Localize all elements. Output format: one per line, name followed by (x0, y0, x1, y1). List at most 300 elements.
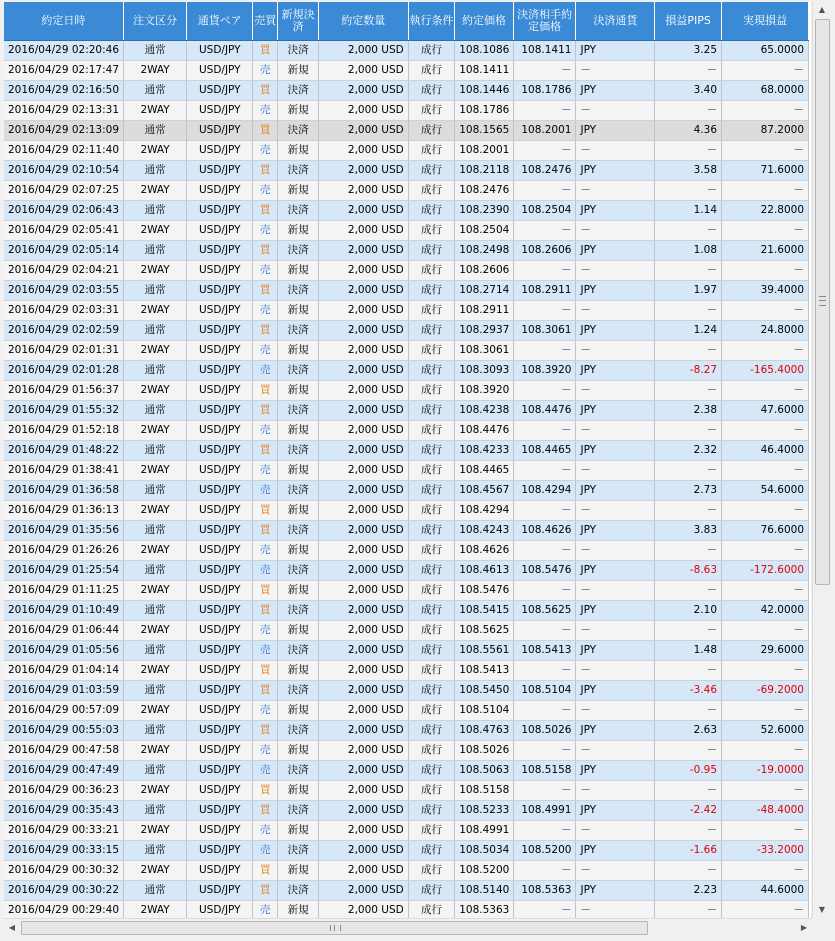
cell-order-type: 通常 (123, 881, 187, 901)
cell-quantity: 2,000 USD (318, 621, 408, 641)
table-row[interactable] (4, 881, 809, 901)
cell-order-type: 2WAY (123, 181, 187, 201)
cell-counter-price: 108.2504 (513, 201, 576, 221)
cell-realized-pl: － (722, 541, 809, 561)
cell-price: 108.5561 (455, 641, 514, 661)
cell-date: 2016/04/29 02:07:25 (4, 181, 123, 201)
cell-side: 買 (253, 441, 278, 461)
table-row[interactable] (4, 841, 809, 861)
cell-pips: － (655, 421, 722, 441)
cell-price: 108.1565 (455, 121, 514, 141)
cell-open-close: 決済 (278, 281, 318, 301)
cell-settle-ccy: － (576, 181, 655, 201)
cell-exec-condition: 成行 (408, 741, 454, 761)
cell-open-close: 決済 (278, 801, 318, 821)
cell-open-close: 決済 (278, 601, 318, 621)
cell-price: 108.2937 (455, 321, 514, 341)
cell-date: 2016/04/29 01:52:18 (4, 421, 123, 441)
table-row[interactable] (4, 141, 809, 161)
col-header-settle-ccy[interactable]: 決済通貨 (576, 2, 655, 41)
cell-pips: － (655, 901, 722, 919)
cell-price: 108.4243 (455, 521, 514, 541)
cell-exec-condition: 成行 (408, 221, 454, 241)
cell-price: 108.5413 (455, 661, 514, 681)
table-row[interactable] (4, 821, 809, 841)
horizontal-scroll-thumb[interactable] (21, 921, 648, 935)
cell-realized-pl: 46.4000 (722, 441, 809, 461)
cell-settle-ccy: － (576, 741, 655, 761)
table-row[interactable] (4, 761, 809, 781)
cell-exec-condition: 成行 (408, 361, 454, 381)
cell-realized-pl: － (722, 581, 809, 601)
cell-price: 108.5063 (455, 761, 514, 781)
cell-exec-condition: 成行 (408, 681, 454, 701)
cell-exec-condition: 成行 (408, 521, 454, 541)
cell-open-close: 新規 (278, 461, 318, 481)
cell-side: 売 (253, 101, 278, 121)
cell-realized-pl: － (722, 261, 809, 281)
cell-date: 2016/04/29 02:10:54 (4, 161, 123, 181)
cell-counter-price: － (513, 781, 576, 801)
cell-settle-ccy: － (576, 581, 655, 601)
cell-date: 2016/04/29 00:30:32 (4, 861, 123, 881)
cell-pips: 2.32 (655, 441, 722, 461)
cell-settle-ccy: JPY (576, 281, 655, 301)
cell-side: 買 (253, 501, 278, 521)
cell-counter-price: － (513, 741, 576, 761)
cell-settle-ccy: － (576, 461, 655, 481)
cell-exec-condition: 成行 (408, 901, 454, 919)
table-row[interactable] (4, 701, 809, 721)
cell-date: 2016/04/29 02:02:59 (4, 321, 123, 341)
cell-price: 108.2714 (455, 281, 514, 301)
col-header-pair[interactable]: 通貨ペア (187, 2, 253, 41)
cell-date: 2016/04/29 01:35:56 (4, 521, 123, 541)
table-row[interactable] (4, 281, 809, 301)
table-row[interactable] (4, 681, 809, 701)
cell-exec-condition: 成行 (408, 381, 454, 401)
cell-exec-condition: 成行 (408, 841, 454, 861)
cell-exec-condition: 成行 (408, 661, 454, 681)
cell-order-type: 2WAY (123, 261, 187, 281)
cell-pair: USD/JPY (187, 121, 253, 141)
cell-order-type: 通常 (123, 201, 187, 221)
cell-side: 買 (253, 81, 278, 101)
cell-settle-ccy: JPY (576, 201, 655, 221)
table-row[interactable] (4, 441, 809, 461)
table-row[interactable] (4, 581, 809, 601)
cell-pips: － (655, 781, 722, 801)
table-row[interactable] (4, 541, 809, 561)
cell-quantity: 2,000 USD (318, 61, 408, 81)
cell-settle-ccy: JPY (576, 481, 655, 501)
table-row[interactable] (4, 561, 809, 581)
cell-pair: USD/JPY (187, 861, 253, 881)
cell-date: 2016/04/29 00:30:22 (4, 881, 123, 901)
cell-date: 2016/04/29 01:25:54 (4, 561, 123, 581)
cell-side: 買 (253, 581, 278, 601)
cell-pips: － (655, 61, 722, 81)
cell-price: 108.2911 (455, 301, 514, 321)
cell-exec-condition: 成行 (408, 121, 454, 141)
cell-realized-pl: 42.0000 (722, 601, 809, 621)
table-row[interactable] (4, 601, 809, 621)
cell-settle-ccy: JPY (576, 801, 655, 821)
cell-pair: USD/JPY (187, 221, 253, 241)
cell-side: 買 (253, 781, 278, 801)
cell-date: 2016/04/29 00:47:49 (4, 761, 123, 781)
table-row[interactable] (4, 61, 809, 81)
cell-pair: USD/JPY (187, 821, 253, 841)
cell-exec-condition: 成行 (408, 481, 454, 501)
cell-settle-ccy: － (576, 341, 655, 361)
cell-date: 2016/04/29 00:29:40 (4, 901, 123, 919)
cell-settle-ccy: JPY (576, 41, 655, 61)
cell-order-type: 2WAY (123, 781, 187, 801)
scroll-up-icon[interactable]: ▲ (818, 5, 826, 14)
cell-pair: USD/JPY (187, 721, 253, 741)
table-row[interactable] (4, 861, 809, 881)
cell-pair: USD/JPY (187, 421, 253, 441)
cell-pair: USD/JPY (187, 361, 253, 381)
cell-open-close: 決済 (278, 721, 318, 741)
table-row[interactable] (4, 221, 809, 241)
cell-realized-pl: 68.0000 (722, 81, 809, 101)
cell-settle-ccy: － (576, 261, 655, 281)
cell-counter-price: 108.4294 (513, 481, 576, 501)
cell-quantity: 2,000 USD (318, 541, 408, 561)
col-header-pips[interactable]: 損益PIPS (655, 2, 722, 41)
cell-price: 108.5415 (455, 601, 514, 621)
cell-open-close: 決済 (278, 321, 318, 341)
cell-counter-price: － (513, 381, 576, 401)
cell-order-type: 2WAY (123, 61, 187, 81)
cell-open-close: 決済 (278, 81, 318, 101)
cell-price: 108.4567 (455, 481, 514, 501)
table-row[interactable] (4, 401, 809, 421)
col-header-realized-pl[interactable]: 実現損益 (722, 2, 809, 41)
cell-side: 売 (253, 901, 278, 919)
cell-realized-pl: 39.4000 (722, 281, 809, 301)
cell-pair: USD/JPY (187, 61, 253, 81)
cell-order-type: 2WAY (123, 221, 187, 241)
cell-pips: － (655, 181, 722, 201)
table-row[interactable] (4, 721, 809, 741)
cell-counter-price: 108.1786 (513, 81, 576, 101)
table-row[interactable] (4, 521, 809, 541)
cell-order-type: 通常 (123, 561, 187, 581)
cell-open-close: 決済 (278, 41, 318, 61)
cell-exec-condition: 成行 (408, 801, 454, 821)
table-row[interactable] (4, 341, 809, 361)
cell-date: 2016/04/29 01:10:49 (4, 601, 123, 621)
cell-counter-price: － (513, 61, 576, 81)
cell-exec-condition: 成行 (408, 101, 454, 121)
cell-settle-ccy: JPY (576, 321, 655, 341)
table-row[interactable] (4, 381, 809, 401)
table-row[interactable] (4, 361, 809, 381)
cell-pips: -2.42 (655, 801, 722, 821)
table-row[interactable] (4, 781, 809, 801)
cell-quantity: 2,000 USD (318, 281, 408, 301)
horizontal-scrollbar[interactable] (4, 918, 812, 937)
cell-price: 108.4294 (455, 501, 514, 521)
table-row[interactable] (4, 41, 809, 61)
table-row[interactable] (4, 421, 809, 441)
cell-settle-ccy: JPY (576, 561, 655, 581)
cell-price: 108.4763 (455, 721, 514, 741)
table-row[interactable] (4, 741, 809, 761)
cell-side: 買 (253, 801, 278, 821)
cell-side: 売 (253, 741, 278, 761)
cell-order-type: 通常 (123, 321, 187, 341)
cell-pair: USD/JPY (187, 541, 253, 561)
cell-exec-condition: 成行 (408, 241, 454, 261)
col-header-open-close[interactable]: 新規決済 (278, 2, 318, 41)
cell-counter-price: － (513, 421, 576, 441)
cell-price: 108.5026 (455, 741, 514, 761)
cell-quantity: 2,000 USD (318, 901, 408, 919)
cell-settle-ccy: JPY (576, 121, 655, 141)
cell-side: 売 (253, 821, 278, 841)
col-header-order-type[interactable]: 注文区分 (123, 2, 187, 41)
cell-pips: 3.40 (655, 81, 722, 101)
cell-side: 売 (253, 641, 278, 661)
cell-exec-condition: 成行 (408, 621, 454, 641)
cell-pips: － (655, 861, 722, 881)
cell-quantity: 2,000 USD (318, 361, 408, 381)
cell-pair: USD/JPY (187, 141, 253, 161)
cell-realized-pl: 21.6000 (722, 241, 809, 261)
cell-order-type: 通常 (123, 761, 187, 781)
scroll-left-icon[interactable]: ◀ (8, 923, 16, 932)
table-row[interactable] (4, 901, 809, 919)
cell-counter-price: 108.2476 (513, 161, 576, 181)
cell-open-close: 決済 (278, 361, 318, 381)
table-row[interactable] (4, 161, 809, 181)
cell-price: 108.2118 (455, 161, 514, 181)
cell-settle-ccy: － (576, 701, 655, 721)
cell-realized-pl: -48.4000 (722, 801, 809, 821)
cell-side: 買 (253, 381, 278, 401)
table-row[interactable] (4, 261, 809, 281)
cell-open-close: 決済 (278, 841, 318, 861)
cell-open-close: 新規 (278, 821, 318, 841)
cell-quantity: 2,000 USD (318, 321, 408, 341)
cell-side: 売 (253, 461, 278, 481)
cell-order-type: 2WAY (123, 141, 187, 161)
cell-quantity: 2,000 USD (318, 181, 408, 201)
cell-date: 2016/04/29 01:38:41 (4, 461, 123, 481)
cell-side: 買 (253, 681, 278, 701)
cell-open-close: 新規 (278, 901, 318, 919)
cell-settle-ccy: JPY (576, 761, 655, 781)
cell-counter-price: 108.4476 (513, 401, 576, 421)
cell-exec-condition: 成行 (408, 821, 454, 841)
cell-exec-condition: 成行 (408, 401, 454, 421)
cell-settle-ccy: JPY (576, 241, 655, 261)
col-header-exec-condition[interactable]: 執行条件 (408, 2, 454, 41)
cell-realized-pl: 71.6000 (722, 161, 809, 181)
cell-order-type: 通常 (123, 641, 187, 661)
table-row[interactable] (4, 801, 809, 821)
cell-date: 2016/04/29 01:11:25 (4, 581, 123, 601)
cell-side: 買 (253, 401, 278, 421)
cell-realized-pl: － (722, 901, 809, 919)
cell-pips: － (655, 261, 722, 281)
cell-pips: 3.25 (655, 41, 722, 61)
cell-realized-pl: 24.8000 (722, 321, 809, 341)
cell-order-type: 通常 (123, 41, 187, 61)
col-header-counter-price[interactable]: 決済相手約定価格 (513, 2, 576, 41)
col-header-side[interactable]: 売買 (253, 2, 278, 41)
cell-settle-ccy: － (576, 901, 655, 919)
cell-open-close: 新規 (278, 701, 318, 721)
cell-date: 2016/04/29 02:16:50 (4, 81, 123, 101)
vertical-scroll-thumb[interactable] (815, 19, 830, 585)
cell-pair: USD/JPY (187, 181, 253, 201)
cell-price: 108.5034 (455, 841, 514, 861)
cell-price: 108.5233 (455, 801, 514, 821)
cell-side: 売 (253, 181, 278, 201)
cell-settle-ccy: － (576, 381, 655, 401)
cell-pips: 1.24 (655, 321, 722, 341)
cell-exec-condition: 成行 (408, 781, 454, 801)
cell-quantity: 2,000 USD (318, 261, 408, 281)
table-row[interactable] (4, 241, 809, 261)
scroll-right-icon[interactable]: ▶ (800, 923, 808, 932)
table-row[interactable] (4, 181, 809, 201)
table-row[interactable] (4, 481, 809, 501)
table-row[interactable] (4, 661, 809, 681)
cell-date: 2016/04/29 01:36:13 (4, 501, 123, 521)
cell-order-type: 通常 (123, 81, 187, 101)
cell-date: 2016/04/29 00:33:21 (4, 821, 123, 841)
cell-counter-price: － (513, 341, 576, 361)
cell-realized-pl: － (722, 501, 809, 521)
cell-side: 売 (253, 541, 278, 561)
cell-order-type: 通常 (123, 521, 187, 541)
cell-price: 108.3920 (455, 381, 514, 401)
cell-price: 108.3093 (455, 361, 514, 381)
cell-pips: － (655, 581, 722, 601)
cell-side: 買 (253, 661, 278, 681)
cell-price: 108.5476 (455, 581, 514, 601)
table-row[interactable] (4, 201, 809, 221)
table-row[interactable] (4, 81, 809, 101)
cell-settle-ccy: JPY (576, 841, 655, 861)
table-row[interactable] (4, 621, 809, 641)
cell-realized-pl: － (722, 461, 809, 481)
cell-side: 売 (253, 221, 278, 241)
cell-side: 売 (253, 561, 278, 581)
scroll-down-icon[interactable]: ▼ (818, 905, 826, 914)
cell-quantity: 2,000 USD (318, 101, 408, 121)
col-header-date[interactable]: 約定日時 (4, 2, 123, 41)
cell-exec-condition: 成行 (408, 501, 454, 521)
cell-exec-condition: 成行 (408, 421, 454, 441)
vertical-scrollbar[interactable] (812, 2, 831, 918)
cell-pair: USD/JPY (187, 701, 253, 721)
table-row[interactable] (4, 641, 809, 661)
cell-price: 108.5104 (455, 701, 514, 721)
cell-side: 買 (253, 161, 278, 181)
cell-pips: 2.73 (655, 481, 722, 501)
cell-settle-ccy: － (576, 221, 655, 241)
cell-order-type: 2WAY (123, 581, 187, 601)
table-row[interactable] (4, 301, 809, 321)
cell-price: 108.2606 (455, 261, 514, 281)
cell-quantity: 2,000 USD (318, 221, 408, 241)
cell-price: 108.1086 (455, 41, 514, 61)
cell-order-type: 2WAY (123, 541, 187, 561)
cell-order-type: 通常 (123, 361, 187, 381)
cell-pair: USD/JPY (187, 81, 253, 101)
table-row[interactable] (4, 121, 809, 141)
cell-date: 2016/04/29 01:36:58 (4, 481, 123, 501)
cell-date: 2016/04/29 00:35:43 (4, 801, 123, 821)
cell-pair: USD/JPY (187, 481, 253, 501)
cell-realized-pl: 54.6000 (722, 481, 809, 501)
cell-date: 2016/04/29 01:26:26 (4, 541, 123, 561)
cell-settle-ccy: JPY (576, 681, 655, 701)
cell-settle-ccy: － (576, 101, 655, 121)
cell-exec-condition: 成行 (408, 441, 454, 461)
col-header-quantity[interactable]: 約定数量 (318, 2, 408, 41)
table-row[interactable] (4, 461, 809, 481)
cell-realized-pl: － (722, 301, 809, 321)
cell-side: 買 (253, 41, 278, 61)
cell-counter-price: － (513, 861, 576, 881)
cell-counter-price: 108.5026 (513, 721, 576, 741)
cell-settle-ccy: － (576, 501, 655, 521)
cell-open-close: 決済 (278, 761, 318, 781)
cell-counter-price: 108.3061 (513, 321, 576, 341)
cell-open-close: 新規 (278, 141, 318, 161)
cell-price: 108.5158 (455, 781, 514, 801)
cell-side: 売 (253, 761, 278, 781)
cell-open-close: 新規 (278, 621, 318, 641)
cell-counter-price: － (513, 581, 576, 601)
cell-realized-pl: -172.6000 (722, 561, 809, 581)
cell-quantity: 2,000 USD (318, 241, 408, 261)
col-header-price[interactable]: 約定価格 (455, 2, 514, 41)
cell-counter-price: 108.3920 (513, 361, 576, 381)
cell-order-type: 2WAY (123, 861, 187, 881)
grip-icon (819, 296, 826, 306)
cell-counter-price: － (513, 221, 576, 241)
cell-price: 108.5200 (455, 861, 514, 881)
cell-pair: USD/JPY (187, 321, 253, 341)
cell-counter-price: 108.1411 (513, 41, 576, 61)
cell-counter-price: － (513, 661, 576, 681)
table-row[interactable] (4, 101, 809, 121)
cell-pair: USD/JPY (187, 581, 253, 601)
cell-quantity: 2,000 USD (318, 481, 408, 501)
cell-side: 売 (253, 701, 278, 721)
cell-settle-ccy: － (576, 781, 655, 801)
cell-settle-ccy: － (576, 861, 655, 881)
cell-exec-condition: 成行 (408, 881, 454, 901)
cell-price: 108.4476 (455, 421, 514, 441)
cell-quantity: 2,000 USD (318, 681, 408, 701)
cell-order-type: 通常 (123, 441, 187, 461)
table-row[interactable] (4, 321, 809, 341)
cell-open-close: 新規 (278, 581, 318, 601)
cell-order-type: 2WAY (123, 341, 187, 361)
table-row[interactable] (4, 501, 809, 521)
cell-quantity: 2,000 USD (318, 381, 408, 401)
